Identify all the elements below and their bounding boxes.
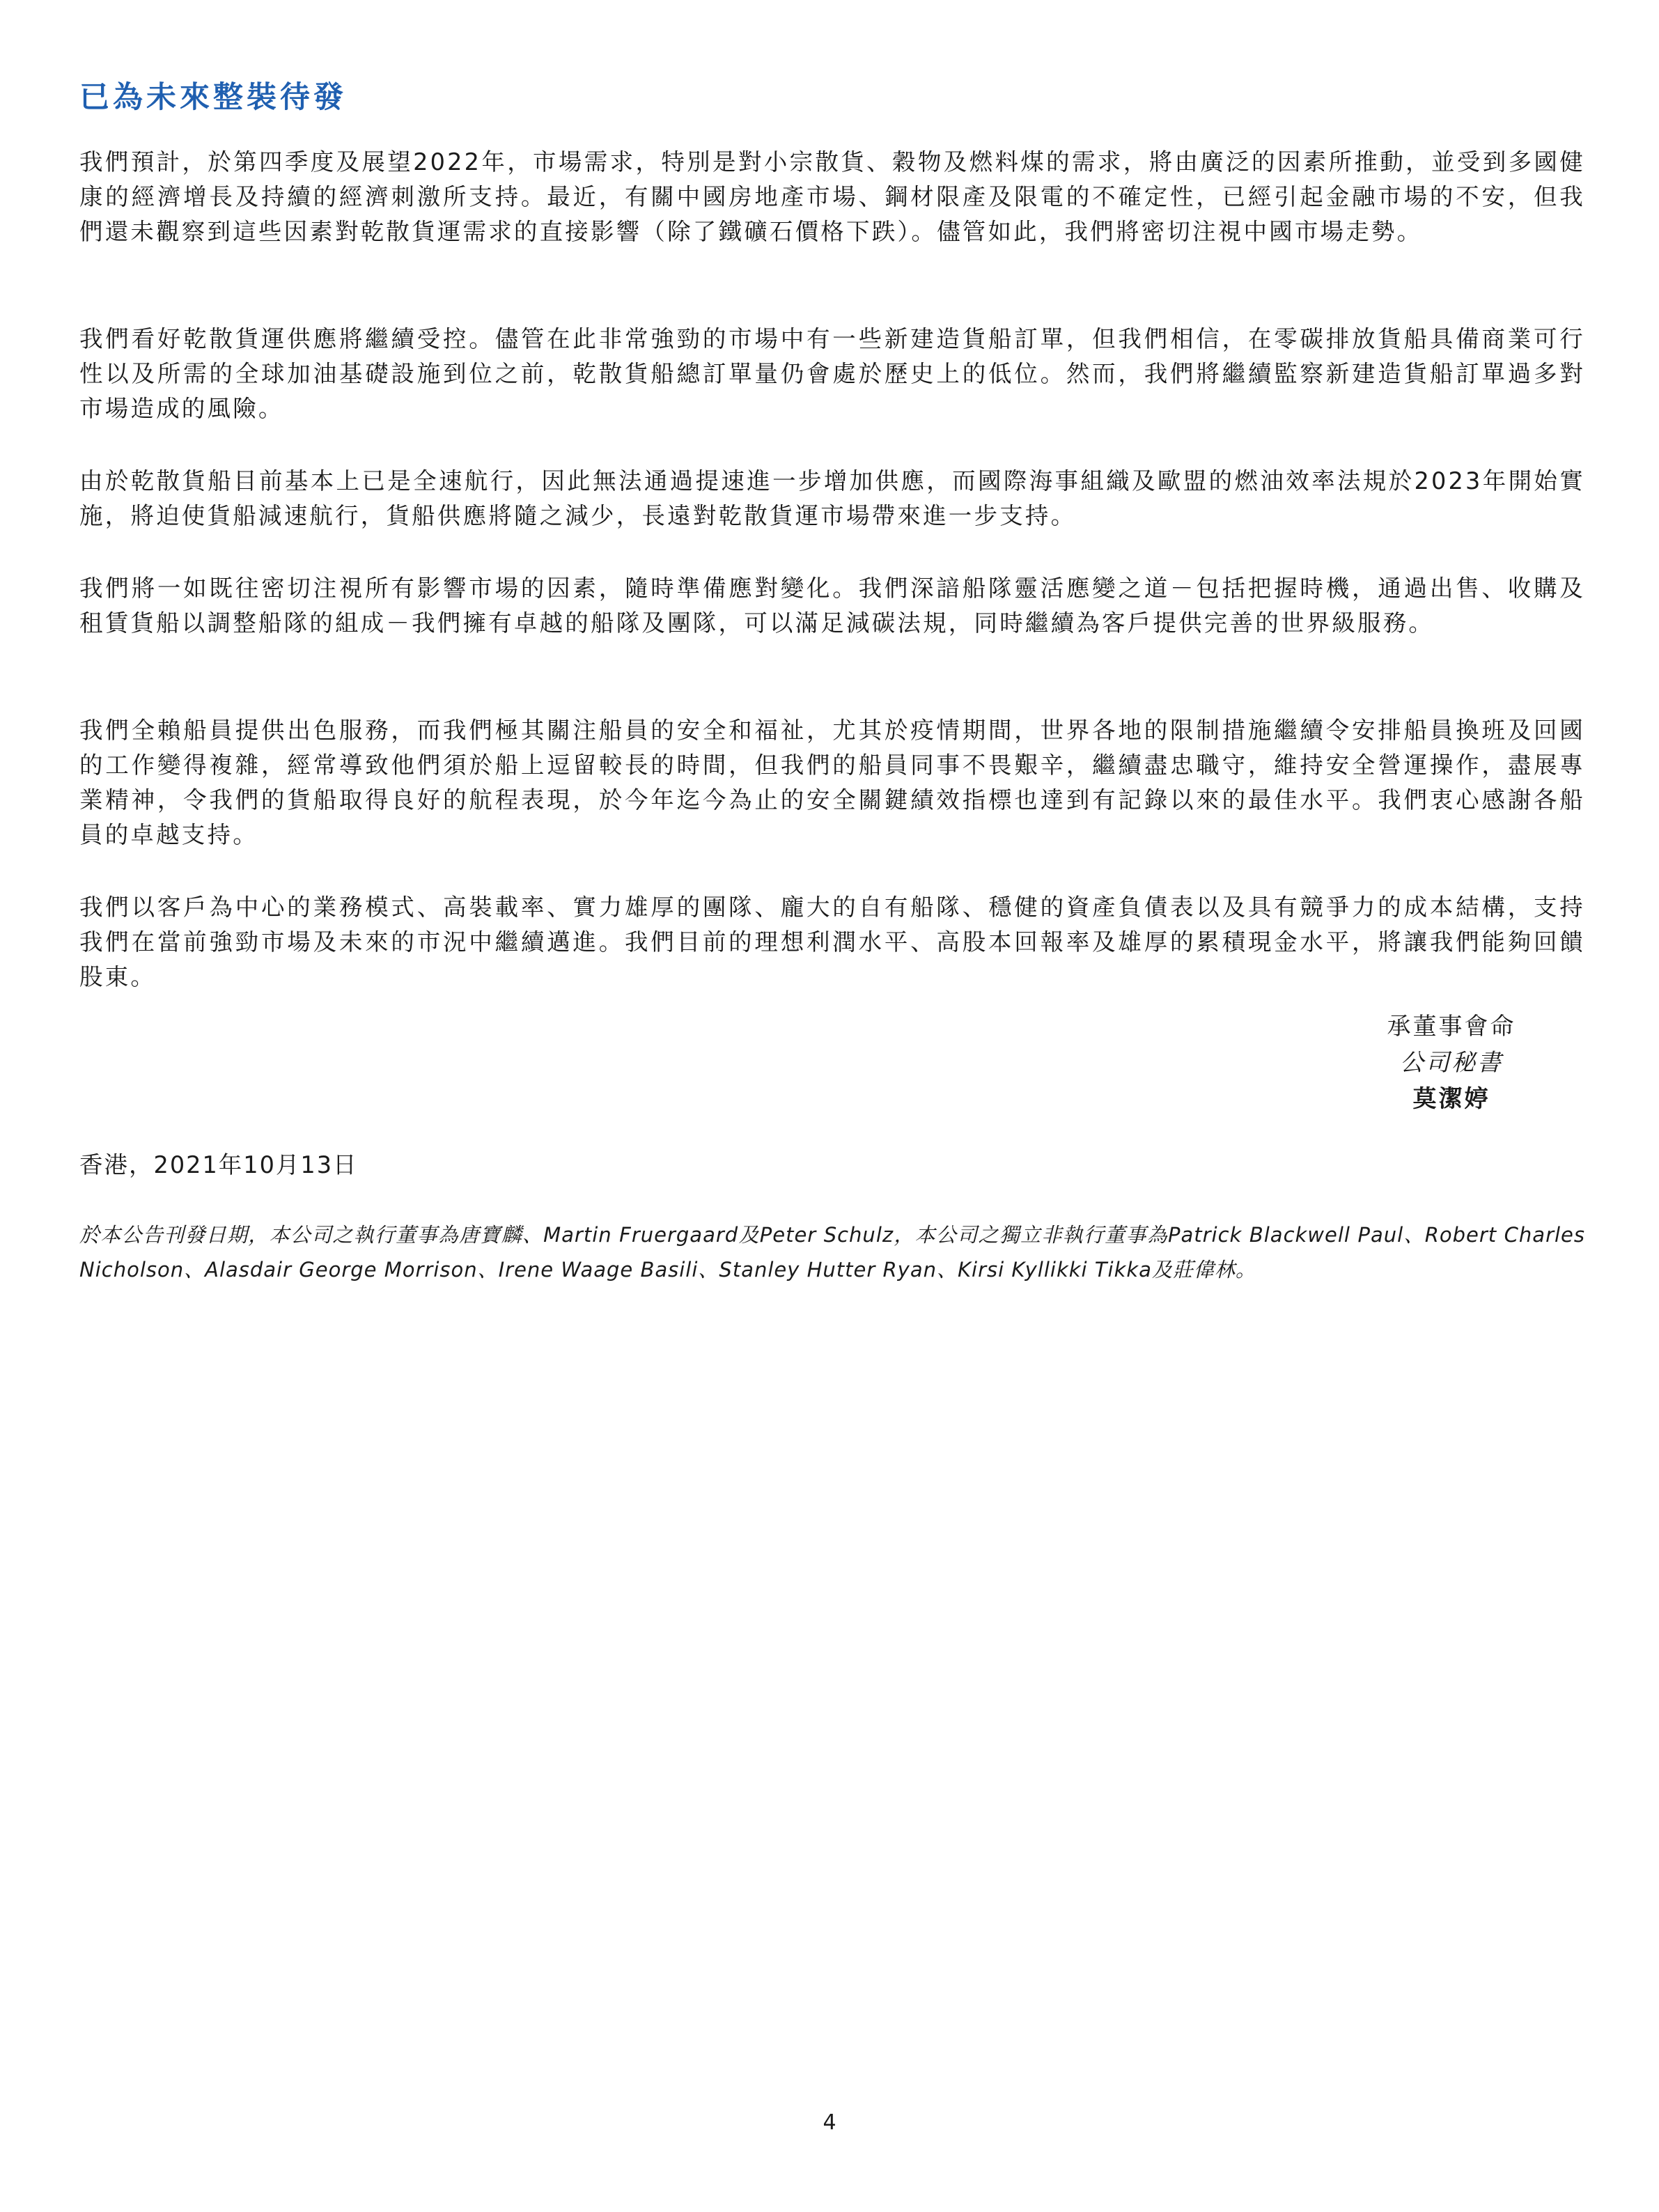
paragraph-supply-outlook: 我們看好乾散貨運供應將繼續受控。儘管在此非常強勁的市場中有一些新建造貨船訂單，但我們相信，在零碳排放貨船具備商業可行性以及所需的全球加油基礎設施到位之前，乾散貨船總訂單量仍會處於歷史上的低位。然而，我們將繼續監察新建造貨船訂單過多對市場造成的風險。 bbox=[79, 325, 1585, 422]
company-secretary-title: 公司秘書 bbox=[1400, 1049, 1503, 1077]
date-line: 香港，2021年10月13日 bbox=[79, 1151, 358, 1178]
signatory-name: 莫潔婷 bbox=[1412, 1085, 1490, 1113]
document-body bbox=[79, 75, 1585, 1282]
paragraph-business-model: 我們以客戶為中心的業務模式、高裝載率、實力雄厚的團隊、龐大的自有船隊、穩健的資產負債表以及具有競爭力的成本結構，支持我們在當前強勁市場及未來的市況中繼續邁進。我們目前的理想利潤水平、高股本回報率及雄厚的累積現金水平，將讓我們能夠回饋股東。 bbox=[79, 894, 1585, 990]
paragraph-fuel-efficiency: 由於乾散貨船目前基本上已是全速航行，因此無法通過提速進一步增加供應，而國際海事組織及歐盟的燃油效率法規於2023年開始實施，將迫使貨船減速航行，貨船供應將隨之減少，長遠對乾散貨運市場帶來進一步支持。 bbox=[79, 467, 1585, 529]
directors-note: 於本公告刊發日期，本公司之執行董事為唐寶麟、Martin Fruergaard及Peter Schulz，本公司之獨立非執行董事為Patrick Blackwell Paul、Robert Charles Nicholson、Alasdair George Morrison、Irene Waage Basili、Stanley Hutter Ryan、Kirsi Kyllikki Tikka及莊偉林。 bbox=[79, 1223, 1585, 1282]
page-number: 4 bbox=[823, 2110, 836, 2135]
paragraph-seafarers: 我們全賴船員提供出色服務，而我們極其關注船員的安全和福祉，尤其於疫情期間，世界各地的限制措施繼續令安排船員換班及回國的工作變得複雜，經常導致他們須於船上逗留較長的時間，但我們的船員同事不畏艱辛，繼續盡忠職守，維持安全營運操作，盡展專業精神，令我們的貨船取得良好的航程表現，於今年迄今為止的安全關鍵績效指標也達到有記錄以來的最佳水平。我們衷心感謝各船員的卓越支持。 bbox=[79, 717, 1585, 848]
paragraph-market-readiness: 我們將一如既往密切注視所有影響市場的因素，隨時準備應對變化。我們深諳船隊靈活應變之道－包括把握時機，通過出售、收購及租賃貨船以調整船隊的組成－我們擁有卓越的船隊及團隊，可以滿足減碳法規，同時繼續為客戶提供完善的世界級服務。 bbox=[79, 575, 1585, 637]
paragraph-demand-outlook: 我們預計，於第四季度及展望2022年，市場需求，特別是對小宗散貨、穀物及燃料煤的需求，將由廣泛的因素所推動，並受到多國健康的經濟增長及持續的經濟刺激所支持。最近，有關中國房地產市場、鋼材限產及限電的不確定性，已經引起金融市場的不安，但我們還未觀察到這些因素對乾散貨運需求的直接影響（除了鐵礦石價格下跌）。儘管如此，我們將密切注視中國市場走勢。 bbox=[79, 148, 1585, 245]
signature-block bbox=[1312, 1008, 1591, 1117]
section-heading: 已為未來整裝待發 bbox=[79, 80, 347, 115]
board-order-line: 承董事會命 bbox=[1387, 1013, 1516, 1041]
